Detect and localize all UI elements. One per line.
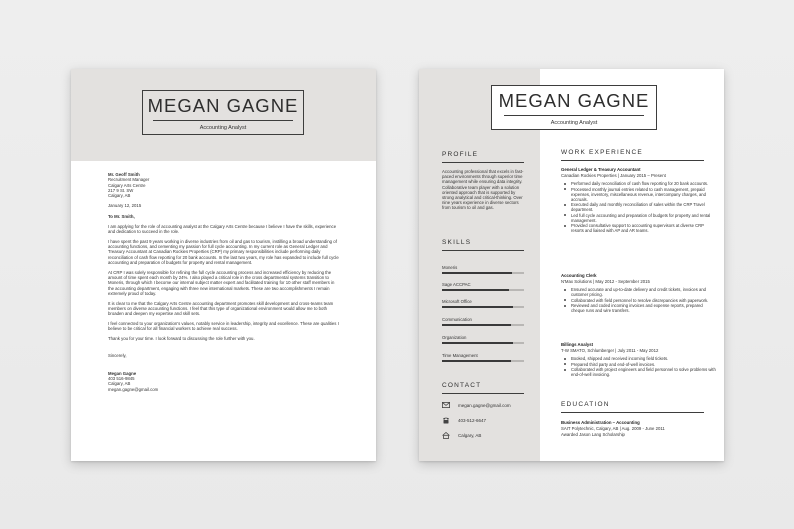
job-bullet: Collaborated with project engineers and field personnel to solve problems with end-of-well invoicing.: [561, 367, 716, 377]
job-company: Canadian Rockies Properties | January 2015 – Present: [561, 173, 666, 178]
letter-paragraph: I feel connected to your organization's values, notably service in leadership, integrity and excellence. These are qualities I believe to be critical for all financial workers to achieve real success.: [108, 321, 339, 332]
contact-location: [442, 432, 481, 438]
job-title: General Ledger & Treasury Accountant: [561, 167, 641, 172]
job-bullet: Performed daily reconciliation of cash flow reporting for 20 bank accounts.: [561, 181, 716, 186]
skill-label: Organization: [442, 335, 467, 340]
job-bullet: Ensured accurate and up-to-date delivery and credit tickets, invoices and customer pricing.: [561, 287, 716, 297]
letter-role: Accounting Analyst: [199, 125, 247, 131]
skill-label: Communication: [442, 317, 472, 322]
contact-email: [442, 402, 511, 408]
section-divider: [561, 160, 704, 161]
award: Awarded Jason Lang Scholarship: [561, 432, 625, 437]
job-bullet: Reviewed and coded incoming invoices and expense reports, prepared cheque runs and wire transfers.: [561, 303, 716, 313]
school: SAIT Polytechnic, Calgary, AB | Aug. 2009 - June 2011: [561, 426, 665, 431]
signature-line: 403 516-9845: [108, 376, 135, 382]
recipient-line: Calgary Arts Centre: [108, 182, 146, 188]
signature-line: Calgary, AB: [108, 381, 131, 387]
skill-bar: [442, 272, 524, 274]
skill-label: Moneris: [442, 265, 458, 270]
skill-item: [442, 353, 524, 362]
skill-item: [442, 317, 524, 326]
recipient-line: Calgary, AB: [108, 193, 131, 199]
job-bullet: Led full cycle accounting and preparation of budgets for property and rental management.: [561, 213, 716, 223]
letter-paragraph: I have spent the past 9 years working in diverse industries from oil and gas to tourism, instilling a broad understanding of accounting functions, and cementing my passion for full cycle accounting. In my current role as General Ledger and Treasury Accountant at Canadian Rockies Properties (CRP) my primary responsibilities include performing daily reconciliation of cash flow reporting for 20 bank accounts. In the last two years, my role has expanded to include full cycle accounting and preparation of budgets for property and rental management.: [108, 238, 339, 265]
letter-date: January 12, 2015: [108, 203, 142, 209]
recipient-name: Mr. Geoff Smith: [108, 172, 140, 177]
job-bullet: Processed monthly journal entries related to cash management, prepaid expenses, inventory, miscellaneous revenue, intercompany charges, and accruals.: [561, 187, 716, 202]
closing: Sincerely,: [108, 353, 127, 359]
skill-item: [442, 299, 524, 308]
skill-bar-fill: [442, 324, 511, 326]
contact-text: Calgary, AB: [458, 432, 482, 438]
skill-item: [442, 335, 524, 344]
degree: Business Administration – Accounting: [561, 420, 640, 425]
letter-paragraph: It is clear to me that the Calgary Arts Centre accounting department promotes skill development and cross-teams team members on diverse accounting functions. I feel that this type of organizational environment would allow me to both broaden and deepen my expertise and skill sets.: [108, 300, 334, 317]
skill-bar: [442, 289, 524, 291]
letter-header: [71, 69, 376, 161]
resume-header: [419, 69, 724, 144]
cover-letter-page: [71, 69, 376, 461]
signature-name: Megan Gagne: [108, 370, 137, 376]
salutation: To Mr. Smith,: [108, 213, 135, 219]
skill-bar-fill: [442, 306, 513, 308]
skill-bar-fill: [442, 272, 512, 274]
name-divider: [504, 115, 644, 116]
resume-page: [419, 69, 724, 461]
profile-heading: PROFILE: [442, 151, 479, 158]
skill-bar: [442, 324, 524, 326]
phone-icon: [442, 417, 450, 423]
work-experience-heading: WORK EXPERIENCE: [561, 149, 643, 156]
letter-paragraph: Thank you for your time. I look forward to discussing the role further with you.: [108, 336, 255, 342]
letter-name: MEGAN GAGNE: [147, 95, 299, 116]
job-bullet: Prepared third party and end-of-well invoices.: [561, 362, 716, 367]
mail-icon: [442, 402, 450, 408]
letter-paragraph: At CRP I was solely responsible for refining the full cycle accounting process and increased efficiency by reducing the amount of time spent each month by 24%. I also played a critical role in the cross departmental systems transition to Moneris, through which I become our internal subject matter expert and facilitated training for 10 other staff members in the accounting department, engaging with three new international markets. These are two accomplishments I remain extremely proud of today.: [108, 269, 335, 296]
letter-body: [108, 172, 340, 392]
contact-text: 403-512-6647: [458, 417, 487, 423]
resume-name: MEGAN GAGNE: [498, 90, 650, 111]
education-heading: EDUCATION: [561, 401, 610, 408]
contact-text: megan.gagne@gmail.com: [458, 402, 511, 408]
home-icon: [442, 432, 450, 438]
skill-bar-fill: [442, 360, 511, 362]
job-title: Accounting Clerk: [561, 273, 597, 278]
job-title: Billings Analyst: [561, 342, 594, 347]
section-divider: [442, 162, 524, 163]
contact-heading: CONTACT: [442, 382, 482, 389]
skill-item: [442, 265, 524, 274]
job-bullets: [561, 356, 716, 377]
job-company: T-W SMATO, Schlumberger | July 2011 - May 2012: [561, 348, 659, 353]
job-entry: [561, 167, 716, 234]
letter-paragraph: I am applying for the role of accounting analyst at the Calgary Arts Centre because I believe I have the skills, experience and dedication to succeed in the role.: [108, 223, 337, 234]
skill-bar-fill: [442, 289, 509, 291]
skill-bar: [442, 342, 524, 344]
job-entry: [561, 342, 716, 378]
job-entry: [561, 273, 716, 314]
recipient-line: Recruitment Manager: [108, 177, 150, 183]
resume-name-box: [491, 85, 657, 130]
skill-label: Microsoft Office: [442, 299, 472, 304]
letter-name-box: [142, 90, 304, 135]
job-bullet: Executed daily and monthly reconciliation of sales within the CRP Travel department.: [561, 202, 716, 212]
job-bullets: [561, 287, 716, 313]
job-bullet: Booked, shipped and received incoming field tickets.: [561, 356, 716, 361]
section-divider: [561, 412, 704, 413]
skill-bar-fill: [442, 342, 513, 344]
recipient-block: [108, 172, 340, 198]
name-divider: [153, 120, 293, 121]
job-company: N'Max Solutions | May 2012 - September 2015: [561, 279, 650, 284]
recipient-line: 217 9 St. SW: [108, 187, 134, 193]
section-divider: [442, 250, 524, 251]
resume-role: Accounting Analyst: [550, 120, 598, 126]
skills-heading: SKILLS: [442, 239, 472, 246]
education-entry: [561, 420, 716, 437]
job-bullet: Collaborated with field personnel to resolve discrepancies with paperwork.: [561, 298, 716, 303]
skill-bar: [442, 360, 524, 362]
job-bullet: Provided consultative support to accounting supervisors at diverse CRP resorts and liaised with AP and AR teams.: [561, 223, 716, 233]
skill-label: Sage ACCPAC: [442, 282, 471, 287]
skill-bar: [442, 306, 524, 308]
profile-text: Accounting professional that excels in fast-paced environments through superior time management while ensuring data integrity. Collaborative team player with a solution oriented approach that is supported by strong analytical and critical-thinking. Over nine years experience in diverse sectors from tourism to oil and gas.: [442, 169, 524, 211]
skill-item: [442, 282, 524, 291]
skill-label: Time Management: [442, 353, 478, 358]
signature-block: [108, 371, 340, 392]
signature-line: megan.gagne@gmail.com: [108, 386, 159, 392]
section-divider: [442, 393, 524, 394]
job-bullets: [561, 181, 716, 233]
contact-phone: [442, 417, 486, 423]
